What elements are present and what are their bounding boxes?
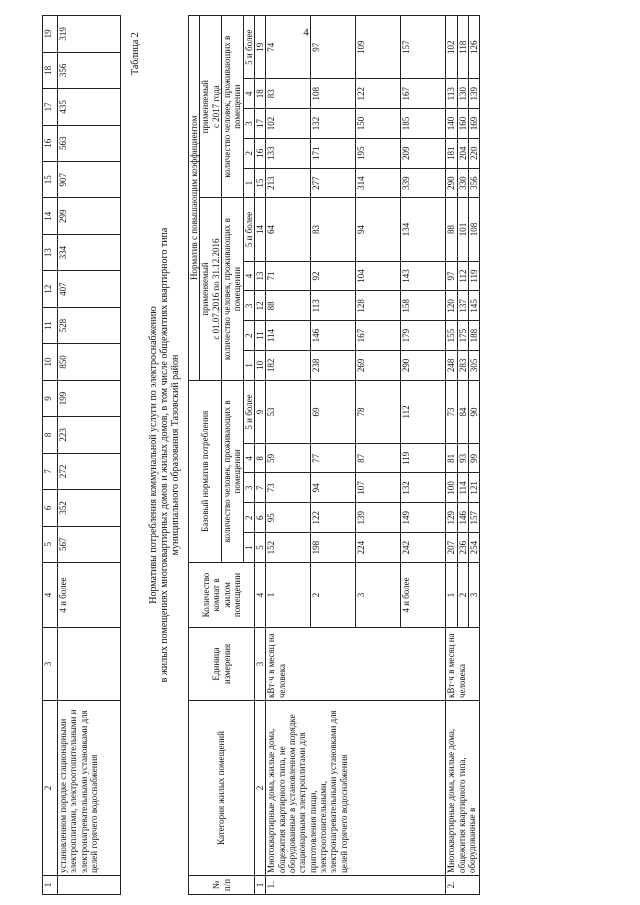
value-cell: 209 <box>401 138 446 168</box>
persons-col: 1 <box>243 168 254 198</box>
column-numbers-row <box>255 16 266 895</box>
value-cell: 155 <box>446 321 457 351</box>
title-line: в жилых помещениях многоквартирных домов и жилых домов, в том числе общежитиях квартирного типа <box>159 227 170 683</box>
value-cell: 73 <box>266 473 311 503</box>
value-cell: 167 <box>401 79 446 109</box>
value-cell: 139 <box>469 79 480 109</box>
category-cell: установленном порядке стационарными электроплитами, электроотопительными и электронагревательными установками для целей горячего водоснабжения <box>58 701 121 876</box>
value-cell: 199 <box>58 380 121 416</box>
value-cell: 213 <box>266 168 311 198</box>
value-cell: 128 <box>356 291 401 321</box>
value-cell: 64 <box>266 198 311 261</box>
persons-col: 5 и более <box>243 16 254 79</box>
persons-col: 1 <box>243 350 254 380</box>
value-cell: 87 <box>356 444 401 473</box>
value-cell: 528 <box>58 307 121 343</box>
value-cell: 132 <box>401 473 446 503</box>
rooms-cell: 4 и более <box>58 563 121 628</box>
period1-header: применяемый с 01.07.2016 по 31.12.2016 <box>200 198 222 380</box>
persons-col: 2 <box>243 503 254 533</box>
value-cell: 171 <box>311 138 356 168</box>
col-num: 14 <box>255 198 266 261</box>
value-cell: 356 <box>469 168 480 198</box>
col-num: 18 <box>43 52 58 88</box>
category-header: Категория жилых помещений <box>189 701 255 876</box>
col-num: 4 <box>43 563 58 628</box>
value-cell: 140 <box>446 109 457 139</box>
value-cell: 71 <box>266 261 311 291</box>
value-cell: 130 <box>457 79 468 109</box>
value-cell: 145 <box>469 291 480 321</box>
col-num: 16 <box>255 138 266 168</box>
value-cell: 134 <box>401 198 446 261</box>
col-num: 18 <box>255 79 266 109</box>
value-cell: 69 <box>311 380 356 443</box>
col-num: 3 <box>255 628 266 701</box>
persons-col: 2 <box>243 321 254 351</box>
value-cell: 305 <box>469 350 480 380</box>
norms-table-body <box>266 16 480 895</box>
value-cell: 122 <box>311 503 356 533</box>
value-cell: 120 <box>446 291 457 321</box>
value-cell: 133 <box>266 138 311 168</box>
rooms-header: Количество комнат в жилом помещении <box>189 563 255 628</box>
category-cell: Многоквартирные дома, жилые дома, общежития квартирного типа, не оборудованные в установленном порядке стационарными электроплитами для приготовления пищи, электроотопительными, электронагревательными установками для целей горячего водоснабжения <box>266 701 446 876</box>
rooms-cell: 2 <box>311 563 356 628</box>
col-num: 13 <box>255 261 266 291</box>
persons-col: 3 <box>243 291 254 321</box>
value-cell: 283 <box>457 350 468 380</box>
persons-col: 1 <box>243 533 254 563</box>
table-row <box>446 16 457 895</box>
header-row <box>189 16 200 895</box>
persons-col: 5 и более <box>243 198 254 261</box>
col-num: 9 <box>43 380 58 416</box>
value-cell: 90 <box>469 380 480 443</box>
value-cell: 83 <box>266 79 311 109</box>
unit-cell: кВт·ч в месяц на человека <box>266 628 446 701</box>
value-cell: 109 <box>356 16 401 79</box>
residents-header: количество человек, проживающих в помещении <box>222 16 244 198</box>
value-cell: 126 <box>469 16 480 79</box>
value-cell: 850 <box>58 344 121 380</box>
value-cell: 101 <box>457 198 468 261</box>
value-cell: 319 <box>58 16 121 53</box>
col-num: 12 <box>255 291 266 321</box>
value-cell: 119 <box>401 444 446 473</box>
unit-cell: кВт·ч в месяц на человека <box>446 628 480 701</box>
value-cell: 339 <box>401 168 446 198</box>
table-title <box>148 145 181 765</box>
value-cell: 157 <box>469 503 480 533</box>
base-header: Базовый норматив потребления <box>189 380 222 562</box>
value-cell: 88 <box>446 198 457 261</box>
value-cell: 137 <box>457 291 468 321</box>
col-num: 12 <box>43 271 58 307</box>
value-cell: 78 <box>356 380 401 443</box>
col-num: 13 <box>43 234 58 270</box>
value-cell: 119 <box>469 261 480 291</box>
value-cell: 113 <box>446 79 457 109</box>
value-cell: 104 <box>356 261 401 291</box>
title-line: Нормативы потребления коммунальной услуги по электроснабжению <box>148 306 159 604</box>
value-cell: 112 <box>457 261 468 291</box>
value-cell: 143 <box>401 261 446 291</box>
value-cell: 254 <box>469 533 480 563</box>
value-cell: 114 <box>266 321 311 351</box>
value-cell: 149 <box>401 503 446 533</box>
row-number: 1. <box>266 876 446 895</box>
unit-header: Единица измерения <box>189 628 255 701</box>
category-cell: Многоквартирные дома, жилые дома, общежития квартирного типа, оборудованные в <box>446 701 480 876</box>
rooms-cell: 1 <box>446 563 457 628</box>
col-num: 10 <box>43 344 58 380</box>
value-cell: 121 <box>469 473 480 503</box>
col-num: 19 <box>43 16 58 53</box>
value-cell: 88 <box>266 291 311 321</box>
value-cell: 907 <box>58 162 121 198</box>
col-num: 16 <box>43 125 58 161</box>
value-cell: 150 <box>356 109 401 139</box>
persons-col: 4 <box>243 79 254 109</box>
value-cell: 407 <box>58 271 121 307</box>
value-cell: 94 <box>356 198 401 261</box>
value-cell: 238 <box>311 350 356 380</box>
value-cell: 242 <box>401 533 446 563</box>
value-cell: 108 <box>469 198 480 261</box>
value-cell: 157 <box>401 16 446 79</box>
value-cell: 94 <box>311 473 356 503</box>
rooms-cell: 3 <box>469 563 480 628</box>
col-num: 5 <box>43 526 58 562</box>
page-number: 4 <box>303 26 309 39</box>
persons-col: 3 <box>243 109 254 139</box>
value-cell: 204 <box>457 138 468 168</box>
persons-col: 3 <box>243 473 254 503</box>
value-cell: 97 <box>446 261 457 291</box>
col-num: 5 <box>255 533 266 563</box>
col-num: 17 <box>43 89 58 125</box>
rooms-cell: 4 и более <box>401 563 446 628</box>
value-cell: 84 <box>457 380 468 443</box>
value-cell: 83 <box>311 198 356 261</box>
value-cell: 77 <box>311 444 356 473</box>
value-cell: 139 <box>356 503 401 533</box>
value-cell: 146 <box>311 321 356 351</box>
value-cell: 185 <box>401 109 446 139</box>
col-num: 2 <box>255 701 266 876</box>
persons-col: 5 и более <box>243 380 254 443</box>
value-cell: 113 <box>311 291 356 321</box>
value-cell: 290 <box>401 350 446 380</box>
value-cell: 195 <box>356 138 401 168</box>
col-num: 1 <box>255 876 266 895</box>
col-num: 9 <box>255 380 266 443</box>
value-cell: 132 <box>311 109 356 139</box>
col-num: 7 <box>255 473 266 503</box>
num-header: № п/п <box>189 876 255 895</box>
column-numbers-row <box>43 16 58 895</box>
value-cell: 188 <box>469 321 480 351</box>
col-num: 8 <box>255 444 266 473</box>
value-cell: 563 <box>58 125 121 161</box>
value-cell: 236 <box>457 533 468 563</box>
value-cell: 220 <box>469 138 480 168</box>
col-num: 8 <box>43 417 58 453</box>
value-cell: 95 <box>266 503 311 533</box>
persons-col: 4 <box>243 261 254 291</box>
col-num: 4 <box>255 563 266 628</box>
table-row <box>266 16 311 895</box>
continuation-table <box>42 15 121 895</box>
value-cell: 108 <box>311 79 356 109</box>
increased-header: Норматив с повышающим коэффициентом <box>189 16 200 381</box>
value-cell: 74 <box>266 16 311 79</box>
value-cell: 114 <box>457 473 468 503</box>
value-cell: 269 <box>356 350 401 380</box>
value-cell: 290 <box>446 168 457 198</box>
value-cell: 97 <box>311 16 356 79</box>
col-num: 6 <box>255 503 266 533</box>
value-cell: 175 <box>457 321 468 351</box>
value-cell: 99 <box>469 444 480 473</box>
value-cell: 223 <box>58 417 121 453</box>
value-cell: 107 <box>356 473 401 503</box>
col-num: 11 <box>43 307 58 343</box>
value-cell: 102 <box>266 109 311 139</box>
value-cell: 81 <box>446 444 457 473</box>
residents-header: количество человек, проживающих в помещении <box>222 198 244 380</box>
value-cell: 207 <box>446 533 457 563</box>
value-cell: 224 <box>356 533 401 563</box>
col-num: 3 <box>43 628 58 701</box>
col-num: 15 <box>43 162 58 198</box>
value-cell: 567 <box>58 526 121 562</box>
value-cell: 160 <box>457 109 468 139</box>
value-cell: 356 <box>58 52 121 88</box>
value-cell: 59 <box>266 444 311 473</box>
col-num: 2 <box>43 701 58 876</box>
value-cell: 73 <box>446 380 457 443</box>
col-num: 19 <box>255 16 266 79</box>
value-cell: 277 <box>311 168 356 198</box>
value-cell: 102 <box>446 16 457 79</box>
value-cell: 100 <box>446 473 457 503</box>
col-num: 1 <box>43 876 58 895</box>
col-num: 15 <box>255 168 266 198</box>
col-num: 6 <box>43 490 58 526</box>
table-label: Таблица 2 <box>130 32 141 75</box>
rooms-cell: 2 <box>457 563 468 628</box>
norms-table <box>188 15 480 895</box>
persons-col: 2 <box>243 138 254 168</box>
col-num: 7 <box>43 453 58 489</box>
value-cell: 53 <box>266 380 311 443</box>
value-cell: 158 <box>401 291 446 321</box>
value-cell: 330 <box>457 168 468 198</box>
value-cell: 93 <box>457 444 468 473</box>
value-cell: 122 <box>356 79 401 109</box>
value-cell: 152 <box>266 533 311 563</box>
value-cell: 182 <box>266 350 311 380</box>
value-cell: 92 <box>311 261 356 291</box>
col-num: 10 <box>255 350 266 380</box>
value-cell: 179 <box>401 321 446 351</box>
value-cell: 129 <box>446 503 457 533</box>
value-cell: 352 <box>58 490 121 526</box>
col-num: 14 <box>43 198 58 234</box>
value-cell: 334 <box>58 234 121 270</box>
row-number: 2. <box>446 876 480 895</box>
value-cell: 198 <box>311 533 356 563</box>
title-line: муниципального образования Тазовский район <box>170 354 181 556</box>
value-cell: 299 <box>58 198 121 234</box>
residents-header: количество человек, проживающих в помещении <box>222 380 244 562</box>
value-cell: 435 <box>58 89 121 125</box>
period2-header: применяемый с 2017 года <box>200 16 222 198</box>
rooms-cell: 1 <box>266 563 311 628</box>
value-cell: 112 <box>401 380 446 443</box>
value-cell: 314 <box>356 168 401 198</box>
col-num: 11 <box>255 321 266 351</box>
col-num: 17 <box>255 109 266 139</box>
value-cell: 169 <box>469 109 480 139</box>
value-cell: 248 <box>446 350 457 380</box>
value-cell: 146 <box>457 503 468 533</box>
value-cell: 272 <box>58 453 121 489</box>
rooms-cell: 3 <box>356 563 401 628</box>
table-row <box>58 16 121 895</box>
value-cell: 181 <box>446 138 457 168</box>
value-cell: 118 <box>457 16 468 79</box>
persons-col: 4 <box>243 444 254 473</box>
value-cell: 167 <box>356 321 401 351</box>
